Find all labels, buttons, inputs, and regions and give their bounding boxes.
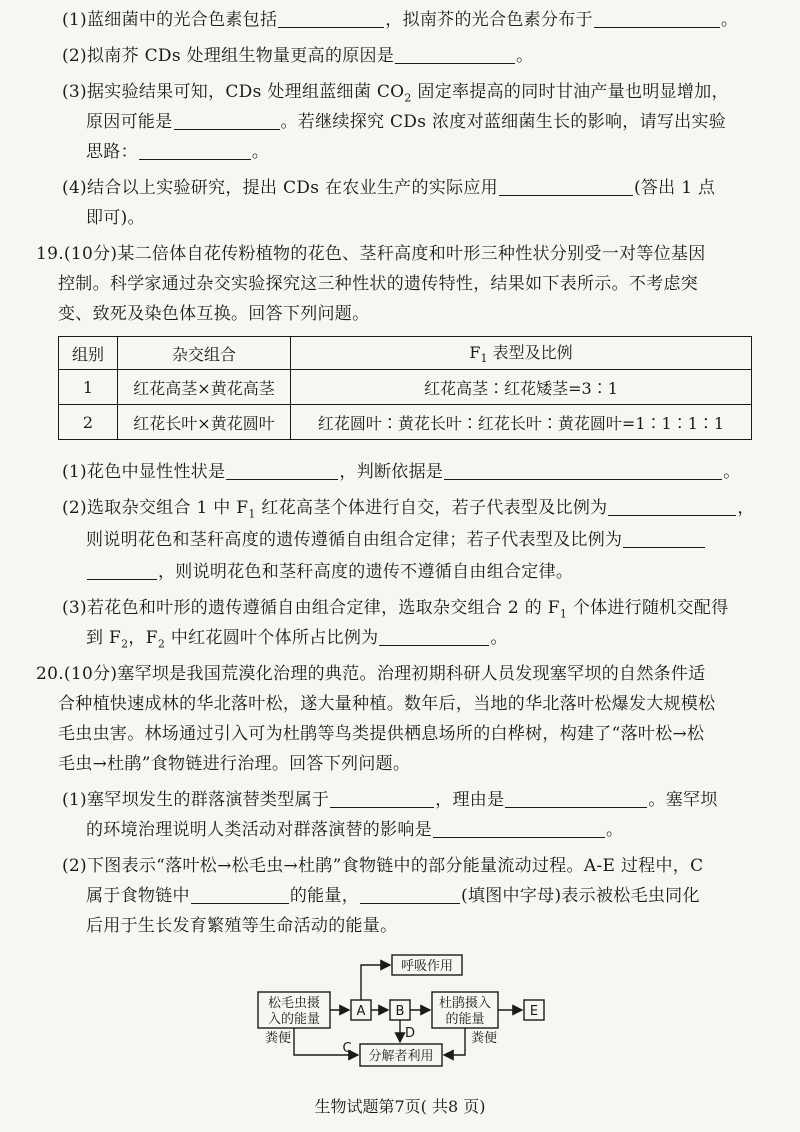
q20-sub2-line1: (2)下图表示“落叶松→松毛虫→杜鹃”食物链中的部分能量流动过程。A-E 过程中，C — [62, 856, 704, 876]
q20-sub1-line1: (1)塞罕坝发生的群落演替类型属于 ，理由是 。塞罕坝 — [62, 790, 718, 810]
answer-blank[interactable] — [433, 819, 605, 838]
q19-sub2-line2: 则说明花色和茎秆高度的遗传遵循自由组合定律；若子代表型及比例为 — [86, 528, 706, 552]
q19-sub3-line2: 到 $F_2$，$F_2$ 中红花圆叶个体所占比例为 。 — [86, 628, 508, 651]
header-group: 组别 — [59, 337, 118, 370]
q20-sub1-line2: 的环境治理说明人类活动对群落演替的影响是 。 — [86, 820, 624, 840]
answer-blank[interactable] — [594, 9, 720, 28]
answer-blank[interactable] — [395, 45, 515, 64]
q18-sub4-line2: 即可)。 — [86, 208, 145, 228]
label-b: B — [395, 1004, 405, 1019]
arrow-cuckoo-feces — [444, 1028, 465, 1055]
header-cross: 杂交组合 — [118, 337, 291, 370]
answer-blank[interactable] — [444, 461, 722, 480]
answer-blank[interactable] — [379, 627, 489, 646]
energy-flow-diagram — [0, 940, 800, 1070]
q20-intro-line2: 合种植快速成林的华北落叶松，遂大量种植。数年后，当地的华北落叶松爆发大规模松 — [58, 694, 716, 714]
q19-intro-line3: 变、致死及染色体互换。回答下列问题。 — [58, 304, 370, 324]
arrow-a-to-respiration — [361, 965, 390, 1000]
q18-sub1: (1)蓝细菌中的光合色素包括 ，拟南芥的光合色素分布于 。 — [62, 10, 739, 30]
label-a: A — [356, 1004, 366, 1019]
answer-blank[interactable] — [623, 529, 705, 548]
caterpillar-intake-line1: 松毛虫摄 — [267, 996, 321, 1011]
answer-blank[interactable] — [505, 789, 647, 808]
q18-sub3-line3: 思路： 。 — [86, 142, 270, 162]
answer-blank[interactable] — [360, 885, 460, 904]
q20-sub2-line3: 后用于生长发育繁殖等生命活动的能量。 — [86, 916, 398, 936]
label-e: E — [529, 1004, 539, 1019]
cell-cross: 红花长叶×黄花圆叶 — [118, 405, 291, 440]
q19-sub2-line1: (2)选取杂交组合 1 中 $F_1$ 红花高茎个体进行自交，若子代表型及比例为 ， — [62, 498, 755, 521]
page-footer: 生物试题第7页( 共8 页) — [314, 1097, 486, 1116]
label-d: D — [404, 1026, 416, 1041]
cell-cross: 红花高茎×黄花高茎 — [118, 370, 291, 405]
answer-blank[interactable] — [608, 497, 736, 516]
table-row — [59, 405, 752, 440]
answer-blank[interactable] — [87, 561, 157, 580]
table-header-row — [59, 337, 752, 370]
answer-blank[interactable] — [330, 789, 434, 808]
answer-blank[interactable] — [226, 461, 338, 480]
cell-group: 2 — [59, 405, 118, 440]
cuckoo-intake-line2: 的能量 — [445, 1012, 485, 1027]
q19-intro-line2: 控制。科学家通过杂交实验探究这三种性状的遗传特性，结果如下表所示。不考虑突 — [58, 274, 699, 294]
q19-sub2-line3: ，则说明花色和茎秆高度的遗传不遵循自由组合定律。 — [86, 560, 573, 584]
label-feces-right: 粪便 — [470, 1031, 498, 1046]
label-feces-left: 粪便 — [264, 1031, 292, 1046]
decomposer-label: 分解者利用 — [368, 1049, 434, 1064]
q20-intro-line3: 毛虫虫害。林场通过引入可为杜鹃等鸟类提供栖息场所的白桦树，构建了“落叶松→松 — [58, 724, 705, 744]
cross-result-table — [58, 336, 752, 440]
q20-intro-line4: 毛虫→杜鹃”食物链进行治理。回答下列问题。 — [58, 754, 411, 774]
caterpillar-intake-line2: 入的能量 — [267, 1012, 321, 1027]
answer-blank[interactable] — [139, 141, 251, 160]
label-c: C — [342, 1041, 352, 1056]
q19-sub3-line1: (3)若花色和叶形的遗传遵循自由组合定律，选取杂交组合 2 的 $F_1$ 个体进行随机交配得 — [62, 598, 729, 621]
q18-sub3-line1: (3)据实验结果可知，CDs 处理组蓝细菌 $CO_2$ 固定率提高的同时甘油产量也明显增加， — [62, 82, 729, 105]
q18-sub2: (2)拟南芥 CDs 处理组生物量更高的原因是 。 — [62, 46, 534, 66]
cell-group: 1 — [59, 370, 118, 405]
respiration-label: 呼吸作用 — [400, 959, 454, 974]
q20-intro-line1: 20.(10分)塞罕坝是我国荒漠化治理的典范。治理初期科研人员发现塞罕坝的自然条件适 — [36, 664, 706, 684]
answer-blank[interactable] — [174, 111, 280, 130]
q19-sub1: (1)花色中显性性状是 ，判断依据是 。 — [62, 462, 741, 482]
q18-sub3-line2: 原因可能是 。若继续探究 CDs 浓度对蓝细菌生长的影响，请写出实验 — [86, 112, 727, 132]
answer-blank[interactable] — [191, 885, 289, 904]
q20-sub2-line2: 属于食物链中 的能量， (填图中字母)表示被松毛虫同化 — [86, 886, 700, 906]
cell-result: 红花圆叶∶黄花长叶∶红花长叶∶黄花圆叶=1∶1∶1∶1 — [291, 405, 752, 440]
answer-blank[interactable] — [278, 9, 384, 28]
header-f1: $F_1$ 表型及比例 — [291, 337, 752, 370]
cell-result: 红花高茎∶红花矮茎=3∶1 — [291, 370, 752, 405]
table-row — [59, 370, 752, 405]
answer-blank[interactable] — [499, 177, 633, 196]
q19-intro-line1: 19.(10分)某二倍体自花传粉植物的花色、茎秆高度和叶形三种性状分别受一对等位基因 — [36, 244, 706, 264]
cuckoo-intake-line1: 杜鹃摄入 — [438, 996, 492, 1011]
q18-sub4-line1: (4)结合以上实验研究，提出 CDs 在农业生产的实际应用 (答出 1 点 — [62, 178, 716, 198]
